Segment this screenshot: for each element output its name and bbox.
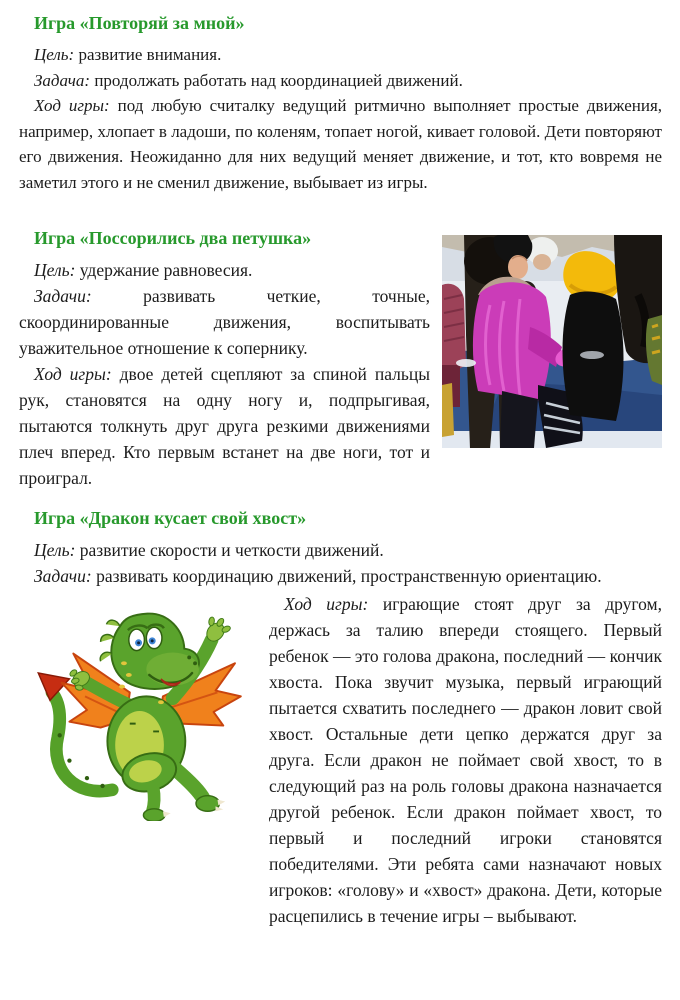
how-text: под любую считалку ведущий ритмично выполняет простые движения, например, хлопает в ладоши, по коленям, топает ногой, кивает головой. Дети повторяют его движения. Неожиданно для них ведущий меняет движение, и тот, кто вовремя не заметил этого и не сменил движение, выбывает из игры. <box>19 96 663 192</box>
how-label: Ход игры: <box>34 364 112 384</box>
section-1-task-line <box>19 68 662 94</box>
task-label: Задачи: <box>34 286 92 306</box>
goal-text: развитие внимания. <box>78 45 222 64</box>
section-2-heading: Игра «Поссорились два петушка» <box>34 228 312 248</box>
section-3-text-column <box>269 591 662 929</box>
how-label: Ход игры: <box>284 594 369 614</box>
section-repeat-after-me <box>19 12 662 195</box>
task-text: развивать координацию движений, пространственную ориентацию. <box>96 566 602 586</box>
winter-game-photo <box>442 235 662 448</box>
task-text: продолжать работать над координацией движений. <box>94 70 463 90</box>
goal-text: удержание равновесия. <box>79 260 253 280</box>
section-3-heading: Игра «Дракон кусает свой хвост» <box>34 508 307 528</box>
section-3-task-line <box>19 563 662 589</box>
winter-photo-svg <box>442 235 662 448</box>
how-text: двое детей сцепляют за спиной пальцы рук, становятся на одну ногу и, подпрыгивая, пытаются толкнуть друг друга резкими движениями плеч вперед. Кто первым встанет на две ноги, тот и проиграл. <box>19 364 431 488</box>
section-dragon-tail <box>19 507 662 929</box>
task-text: развивать четкие, точные, скоординированные движения, воспитывать уважительное отношение к сопернику. <box>19 286 431 358</box>
section-3-how-line <box>269 591 662 929</box>
section-3-goal-line <box>19 537 662 563</box>
goal-label: Цель: <box>34 260 76 280</box>
goal-text: развитие скорости и четкости движений. <box>79 540 384 560</box>
how-label: Ход игры: <box>34 96 110 115</box>
section-two-roosters <box>19 227 662 491</box>
section-1-how-line <box>19 93 662 195</box>
goal-label: Цель: <box>34 540 76 560</box>
how-text: играющие стоят друг за другом, держась за талию впереди стоящего. Первый ребенок — это голова дракона, последний — кончик хвоста. Пока звучит музыка, первый играющий пытается схватить последнего — дракон ловит свой хвост. Остальные дети цепко держатся друг за друга. Если дракон не поймает свой хвост, то в следующий раз на роль головы дракона назначается другой ребенок. Если дракон поймает хвост, то первый и последний игроки становятся победителями. Эти ребята сами назначают новых игроков: «голову» и «хвост» дракона. Дети, которые расцепились в течение игры – выбывают. <box>269 594 663 926</box>
section-1-goal-line <box>19 42 662 68</box>
task-label: Задача: <box>34 70 91 90</box>
section-3-body-row <box>19 591 662 929</box>
goal-label: Цель: <box>34 45 75 64</box>
dragon-cartoon-svg <box>33 599 249 821</box>
task-label: Задачи: <box>34 566 92 586</box>
section-1-heading: Игра «Повторяй за мной» <box>34 13 245 33</box>
dragon-cartoon <box>19 591 269 929</box>
